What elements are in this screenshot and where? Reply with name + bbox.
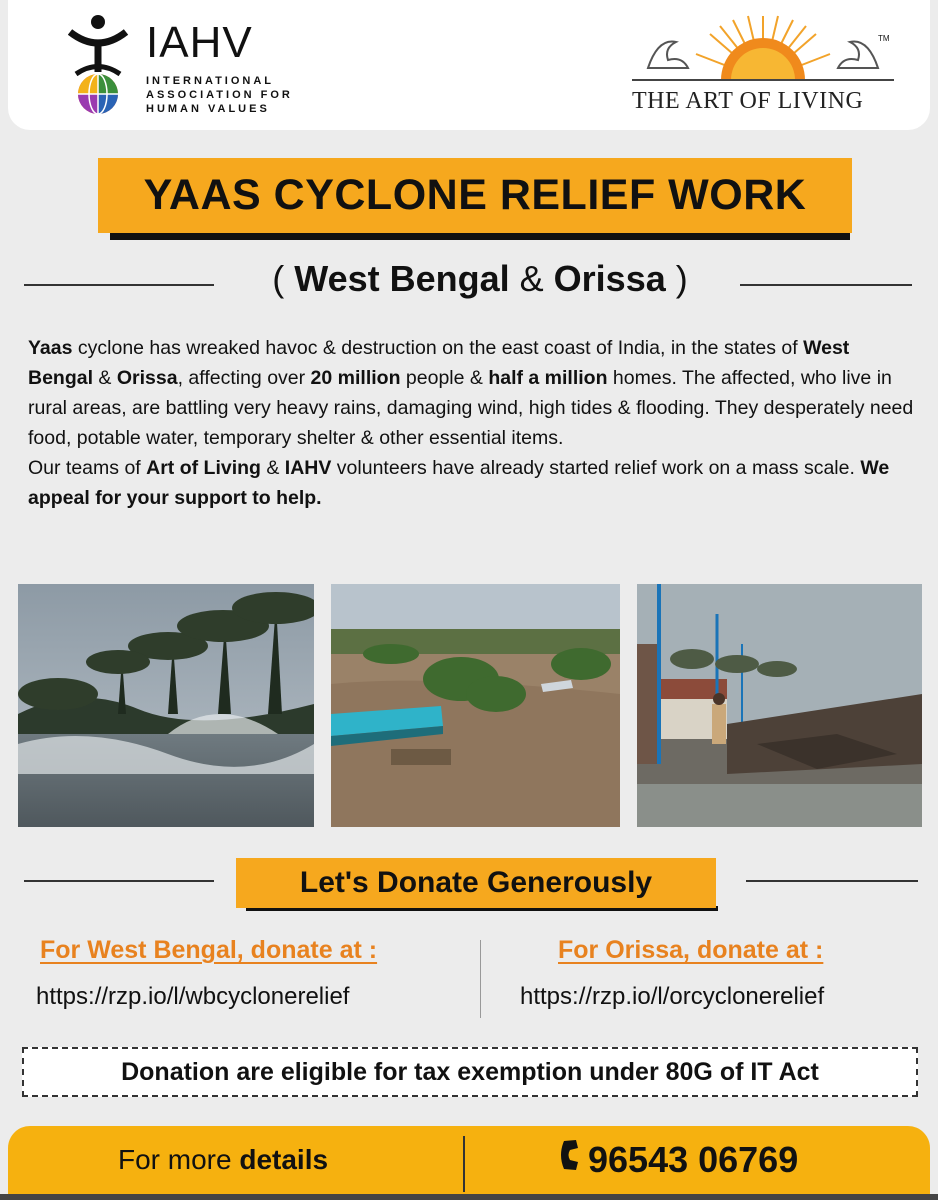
text-bold-20-million: 20 million [310, 367, 401, 389]
iahv-acronym: IAHV [146, 18, 253, 67]
sun-swans-icon [628, 8, 898, 88]
text-bold-half-million: half a million [488, 367, 608, 389]
column-divider [480, 940, 481, 1018]
appeal-paragraph-2 [28, 453, 918, 513]
phone-icon [556, 1138, 582, 1181]
region-amp: & [509, 258, 554, 299]
phone-number: 96543 06769 [588, 1139, 799, 1180]
orissa-donate-link[interactable]: https://rzp.io/l/orcyclonerelief [520, 983, 825, 1010]
text-bold-orissa: Orissa [116, 367, 178, 389]
tax-exemption-note: Donation are eligible for tax exemption under 80G of IT Act [22, 1047, 918, 1097]
paren-close: ) [665, 258, 688, 299]
iahv-emblem-icon [68, 14, 140, 124]
iahv-line-2: ASSOCIATION FOR [146, 89, 293, 101]
text-span: volunteers have already started relief work on a mass scale. [331, 457, 861, 479]
photo-storm-coast [18, 584, 314, 827]
footer-bar [8, 1126, 930, 1200]
region-orissa: Orissa [553, 258, 666, 299]
footer-divider [463, 1136, 465, 1192]
trademark-mark: TM [878, 34, 890, 43]
text-span: & [260, 457, 285, 479]
iahv-line-3: HUMAN VALUES [146, 103, 270, 115]
donate-divider-left [24, 880, 214, 882]
text-bold-details: details [239, 1144, 329, 1175]
text-bold-iahv: IAHV [284, 457, 332, 479]
art-of-living-name: THE ART OF LIVING [632, 88, 864, 114]
contact-phone[interactable] [556, 1138, 798, 1181]
photo-damaged-coast [637, 584, 922, 827]
donate-banner [236, 858, 716, 908]
iahv-logo [68, 14, 308, 124]
paren-open: ( [272, 258, 295, 299]
text-bold-appeal: We appeal for your support to help. [28, 457, 890, 509]
text-bold-west-bengal: West Bengal [28, 337, 850, 389]
west-bengal-donate-link[interactable]: https://rzp.io/l/wbcyclonerelief [36, 983, 350, 1010]
text-span: For more [118, 1144, 240, 1175]
text-span: people & [400, 367, 489, 389]
appeal-paragraph-1 [28, 333, 918, 453]
subtitle-divider-left [24, 284, 214, 286]
bottom-strip [0, 1194, 938, 1200]
text-span: , affecting over [177, 367, 311, 389]
header-bar [8, 0, 930, 130]
more-details-text [118, 1144, 328, 1176]
text-span: cyclone has wreaked havoc & destruction on the east coast of India, in the states of [72, 337, 804, 359]
donate-divider-right [746, 880, 918, 882]
region-subtitle [220, 258, 740, 300]
subtitle-divider-right [740, 284, 912, 286]
orissa-donate-label: For Orissa, donate at : [558, 936, 824, 964]
iahv-full-name [146, 74, 293, 116]
text-span: Our teams of [28, 457, 147, 479]
text-bold-art-of-living: Art of Living [146, 457, 261, 479]
iahv-line-1: INTERNATIONAL [146, 75, 275, 87]
art-of-living-logo [628, 8, 898, 120]
text-span: homes. The affected, who live in rural areas, are battling very heavy rains, damaging wind, high tides & flooding. They desperately need food, potable water, temporary shelter & other essential items. [28, 367, 914, 449]
appeal-text [28, 333, 918, 513]
region-west-bengal: West Bengal [294, 258, 510, 299]
text-span: & [93, 367, 117, 389]
west-bengal-donate-label: For West Bengal, donate at : [40, 936, 378, 964]
text-bold-yaas: Yaas [28, 337, 73, 359]
page-title: YAAS CYCLONE RELIEF WORK [143, 171, 807, 219]
photo-flooded-village [331, 584, 620, 827]
title-banner [98, 158, 852, 233]
donate-heading: Let's Donate Generously [299, 866, 653, 899]
